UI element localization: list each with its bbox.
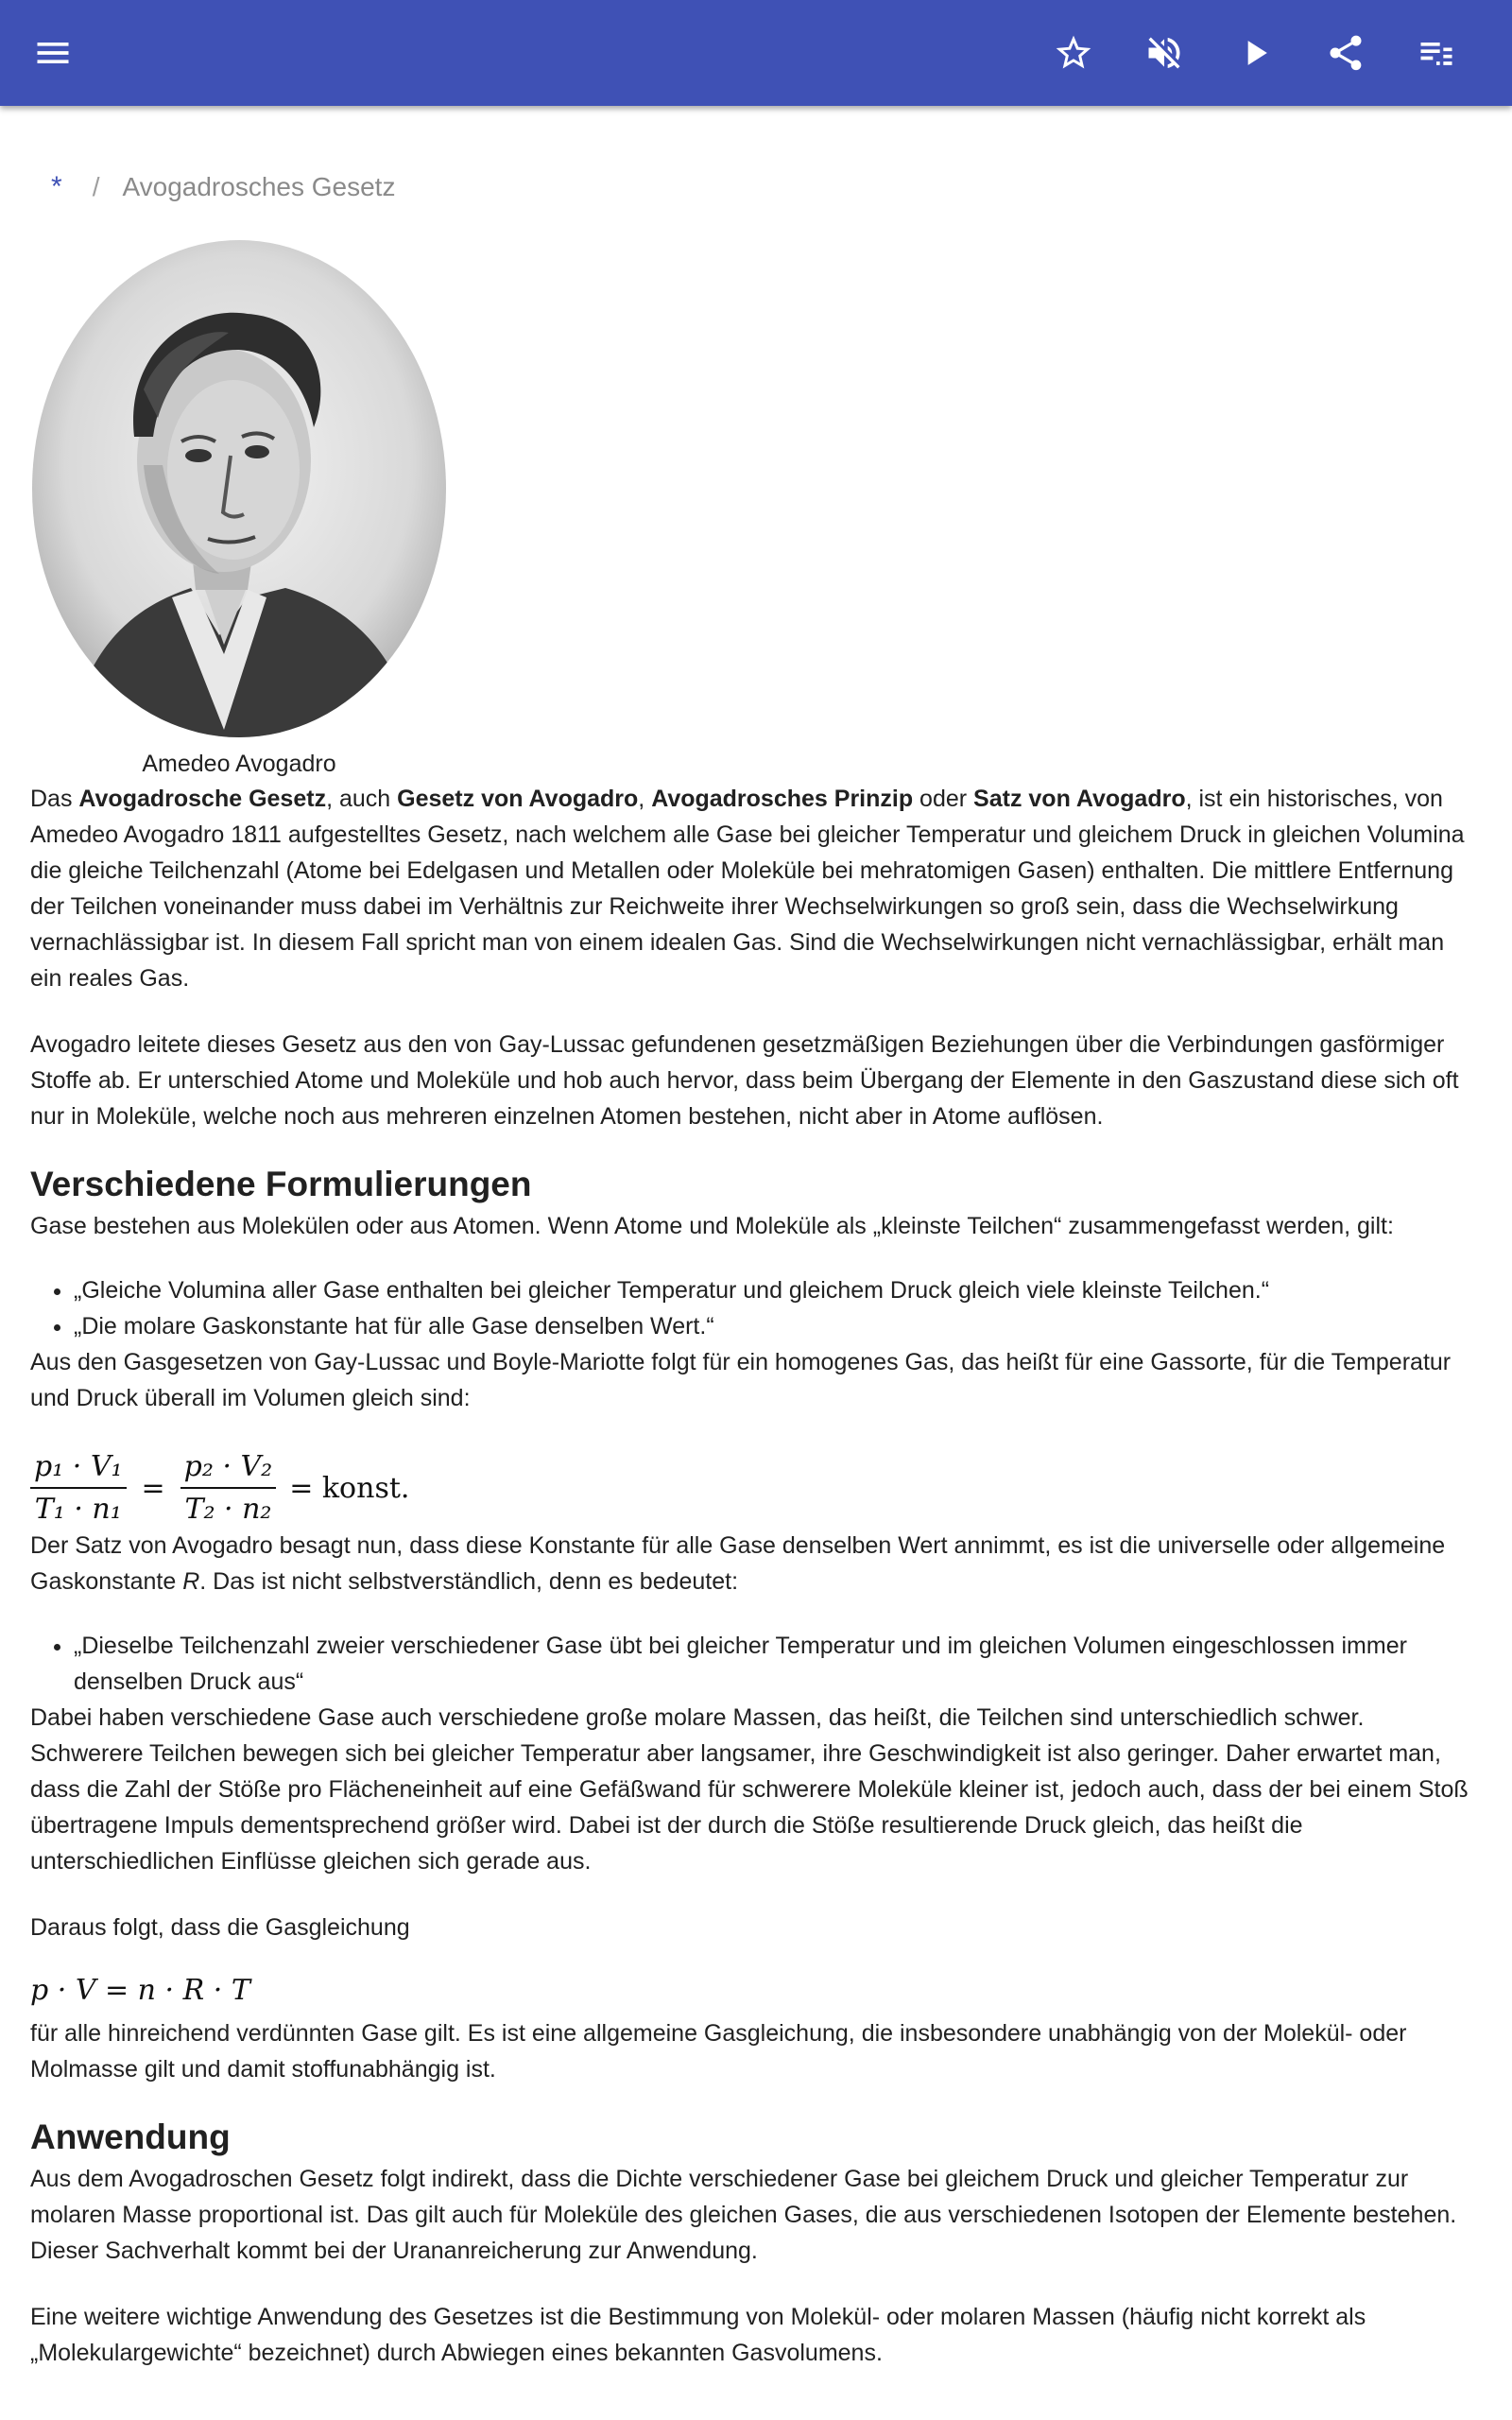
- equals-sign: =: [141, 1471, 165, 1505]
- portrait-figure: [30, 238, 448, 781]
- play-button[interactable]: [1225, 23, 1285, 83]
- denominator-right: T₂ · n₂: [184, 1493, 272, 1526]
- share-icon: [1325, 32, 1366, 74]
- play-icon: [1234, 32, 1276, 74]
- section-heading-anwendung: Anwendung: [30, 2118, 231, 2156]
- anwendung-paragraph-1: Aus dem Avogadroschen Gesetz folgt indirekt, dass die Dichte verschiedener Gase bei gleichem Druck und gleicher Temperatur zur molaren Masse proportional ist. Das gilt auch für Moleküle des gleichen Gases, die aus verschiedenen Isotopen der Elemente bestehen. Dieser Sachverhalt kommt bei der Urananreicherung zur Anwendung.: [30, 2166, 1457, 2264]
- fraction-left: [30, 1450, 127, 1526]
- app-bar: [0, 0, 1512, 106]
- formula-konstant: [30, 1448, 1482, 1528]
- gaskonstante-symbol: R: [182, 1568, 200, 1595]
- volume-off-icon: [1143, 32, 1185, 74]
- bedeutung-list: [30, 1628, 1482, 1700]
- formulierungen-intro: Gase bestehen aus Molekülen oder aus Atomen. Wenn Atome und Moleküle als „kleinste Teilchen“ zusammengefasst werden, gilt:: [30, 1213, 1394, 1239]
- term-gesetz-von-avogadro: Gesetz von Avogadro: [397, 786, 639, 812]
- gasgleichung-lead: Daraus folgt, dass die Gasgleichung: [30, 1914, 410, 1941]
- term-avogadrosche-gesetz: Avogadrosche Gesetz: [78, 786, 327, 812]
- list-item: • „Die molare Gaskonstante hat für alle Gase denselben Wert.“: [74, 1308, 1482, 1344]
- gaskonstante-text-b: . Das ist nicht selbstverständlich, denn es bedeutet:: [199, 1568, 739, 1595]
- menu-icon: [32, 32, 74, 74]
- breadcrumb-home-link[interactable]: *: [51, 171, 62, 202]
- intro-text-3: ,: [638, 786, 652, 812]
- article: [30, 106, 1482, 2371]
- intro-text-2: , auch: [326, 786, 398, 812]
- playlist-button[interactable]: [1406, 23, 1467, 83]
- intro-text-5: , ist ein historisches, von Amedeo Avogadro 1811 aufgestelltes Gesetz, nach welchem alle Gase bei gleicher Temperatur und gleichem Druck in gleichen Volumina die gleiche Teilchenzahl (Atome bei Edelgasen und Metallen oder Moleküle bei mehratomigen Gasen) enthalten. Die mittlere Entfernung der Teilchen voneinander muss dabei im Verhältnis zur Reichweite ihrer Wechselwirkungen so groß sein, dass die Wechselwirkung vernachlässigbar ist. In diesem Fall spricht man von einem idealen Gas. Sind die Wechselwirkungen nicht vernachlässigbar, erhält man ein reales Gas.: [30, 786, 1465, 992]
- menu-button[interactable]: [23, 23, 83, 83]
- formula-gasgleichung: p · V = n · R · T: [30, 1974, 250, 2007]
- avogadro-portrait-image[interactable]: [30, 238, 448, 739]
- anwendung-paragraph-2: Eine weitere wichtige Anwendung des Gesetzes ist die Bestimmung von Molekül- oder molaren Massen (häufig nicht korrekt als „Molekulargewichte“ bezeichnet) durch Abwiegen eines bekannten Gasvolumens.: [30, 2304, 1366, 2366]
- gaskonstante-paragraph: [30, 1528, 1482, 1599]
- numerator-left: p₁ · V₁: [30, 1450, 127, 1489]
- formula-rhs: = konst.: [289, 1471, 410, 1505]
- playlist-icon: [1416, 32, 1457, 74]
- formulierungen-list: [30, 1272, 1482, 1344]
- favorite-button[interactable]: [1043, 23, 1104, 83]
- list-item: • „Gleiche Volumina aller Gase enthalten bei gleicher Temperatur und gleichem Druck gleich viele kleinste Teilchen.“: [74, 1272, 1482, 1308]
- share-button[interactable]: [1315, 23, 1376, 83]
- section-heading-formulierungen: Verschiedene Formulierungen: [30, 1165, 532, 1203]
- list-item: • „Dieselbe Teilchenzahl zweier verschiedener Gase übt bei gleicher Temperatur und im gleichen Volumen eingeschlossen immer denselben Druck aus“: [74, 1628, 1482, 1700]
- intro-text-4: oder: [913, 786, 974, 812]
- intro-text-1: Das: [30, 786, 79, 812]
- breadcrumb: [51, 168, 1482, 206]
- portrait-caption: Amedeo Avogadro: [142, 751, 336, 777]
- mute-button[interactable]: [1134, 23, 1194, 83]
- gaskonstante-text-a: Der Satz von Avogadro besagt nun, dass diese Konstante für alle Gase denselben Wert annimmt, es ist die universelle oder allgemeine Gaskonstante: [30, 1532, 1446, 1595]
- numerator-right: p₂ · V₂: [180, 1450, 277, 1489]
- fraction-right: [180, 1450, 277, 1526]
- denominator-left: T₁ · n₁: [34, 1493, 122, 1526]
- breadcrumb-separator: /: [92, 172, 100, 201]
- intro-paragraph: [30, 781, 1482, 996]
- gasgesetze-paragraph: Aus den Gasgesetzen von Gay-Lussac und Boyle-Mariotte folgt für ein homogenes Gas, das heißt für eine Gassorte, für die Temperatur und Druck überall im Volumen gleich sind:: [30, 1349, 1452, 1411]
- term-avogadrosches-prinzip: Avogadrosches Prinzip: [651, 786, 914, 812]
- molare-massen-paragraph: Dabei haben verschiedene Gase auch verschiedene große molare Massen, das heißt, die Teilchen sind unterschiedlich schwer. Schwerere Teilchen bewegen sich bei gleicher Temperatur aber langsamer, ihre Geschwindigkeit ist also geringer. Daher erwartet man, dass die Zahl der Stöße pro Flächeneinheit auf eine Gefäßwand für schwerere Moleküle kleiner ist, jedoch auch, dass der bei einem Stoß übertragene Impuls dementsprechend größer wird. Dabei ist der durch die Stöße resultierende Druck gleich, das heißt die unterschiedlichen Einflüsse gleichen sich gerade aus.: [30, 1704, 1469, 1875]
- term-satz-von-avogadro: Satz von Avogadro: [973, 786, 1186, 812]
- history-paragraph: Avogadro leitete dieses Gesetz aus den von Gay-Lussac gefundenen gesetzmäßigen Beziehungen über die Verbindungen gasförmiger Stoffe ab. Er unterschied Atome und Moleküle und hob auch hervor, dass beim Übergang der Elemente in den Gaszustand diese sich oft nur in Moleküle, welche noch aus mehreren einzelnen Atomen bestehen, nicht aber in Atome auflösen.: [30, 1031, 1459, 1130]
- breadcrumb-current: Avogadrosches Gesetz: [122, 172, 396, 201]
- star-outline-icon: [1053, 32, 1094, 74]
- gasgleichung-paragraph: für alle hinreichend verdünnten Gase gilt. Es ist eine allgemeine Gasgleichung, die insbesondere unabhängig von der Molekül- oder Molmasse gilt und damit stoffunabhängig ist.: [30, 2020, 1407, 2083]
